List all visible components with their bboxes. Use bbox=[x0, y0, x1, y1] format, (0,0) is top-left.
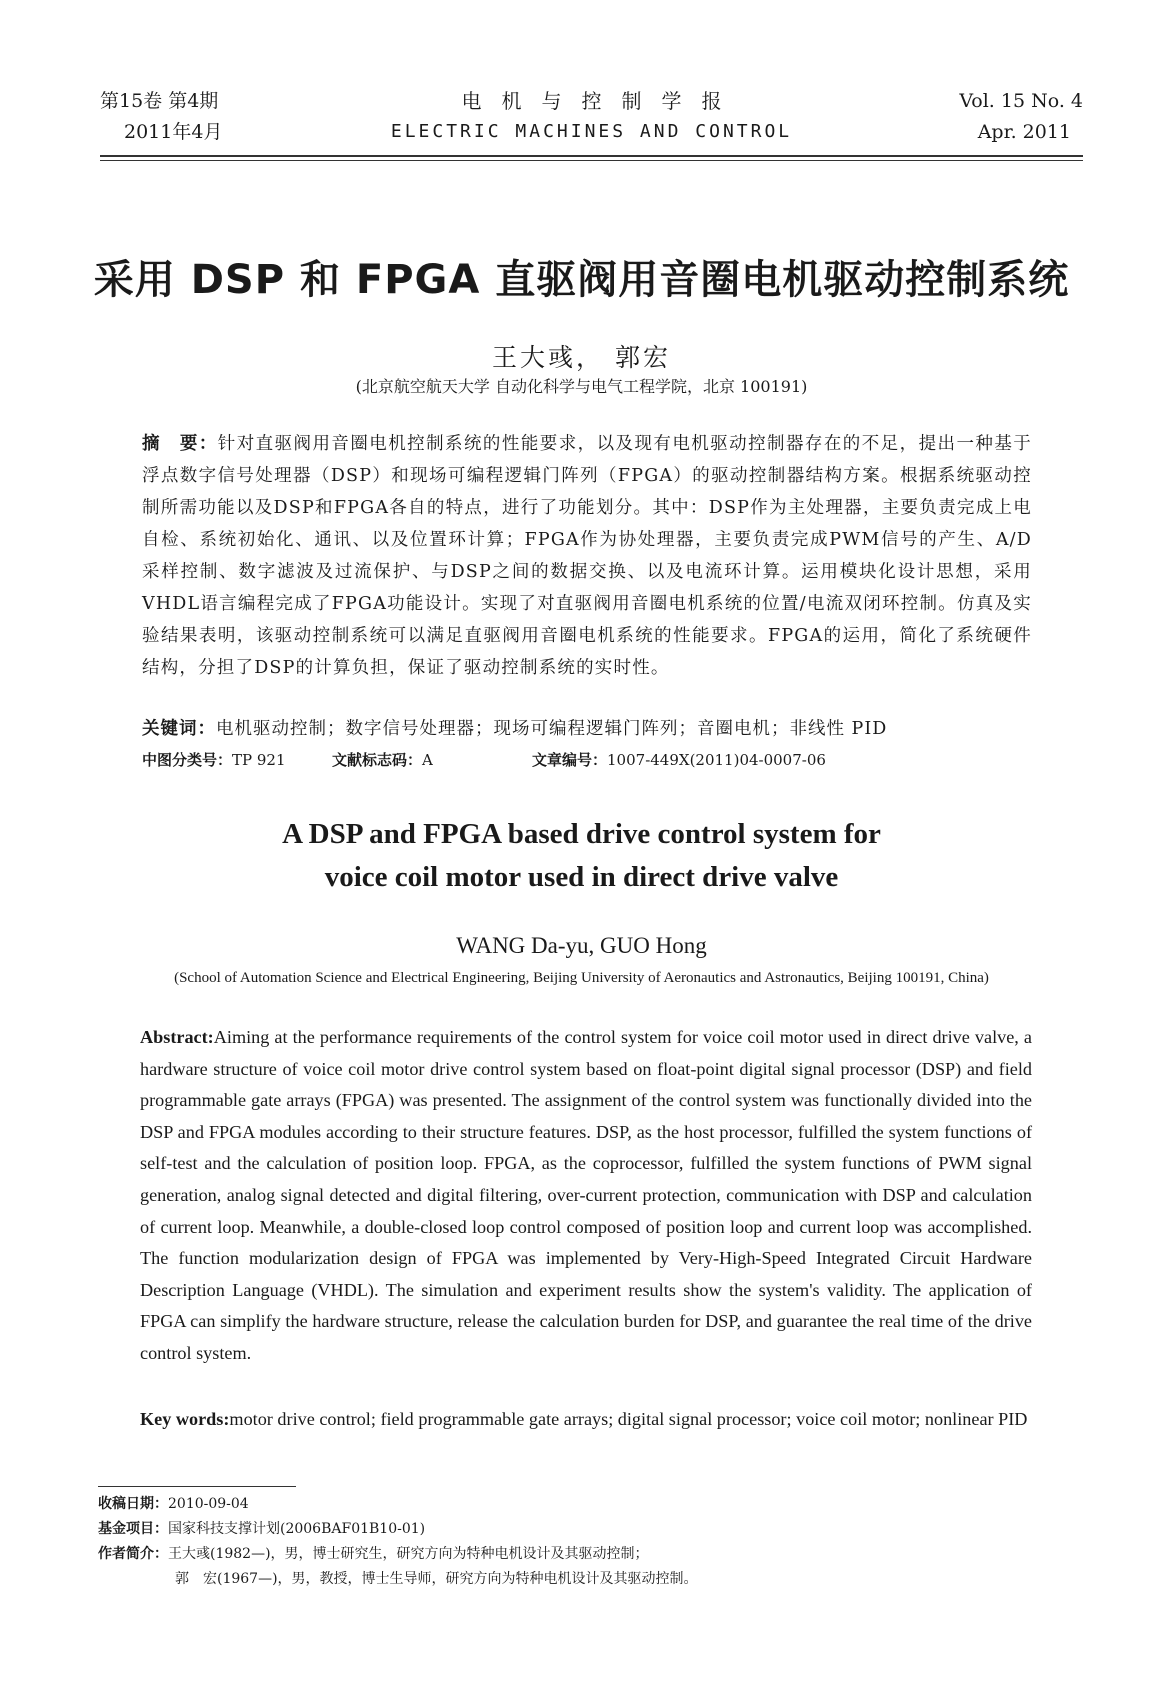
footnote-bio bbox=[98, 1542, 649, 1567]
abstract-en-label: Abstract: bbox=[140, 1027, 214, 1047]
journal-name-cn: 电机与控制学报 bbox=[461, 89, 742, 113]
keywords-cn bbox=[142, 713, 1032, 745]
abstract-en-text: Aiming at the performance requirements of the control system for voice coil motor used in direct drive valve, a hardware structure of voice coil motor drive control system based on float-point digital signal processor (DSP) and field programmable gate arrays (FPGA) was presented. The assignment of the control system was functionally divided into the DSP and FPGA modules according to their structure features. DSP, as the host processor, fulfilled the system functions of self-test and the calculation of position loop. FPGA, as the coprocessor, fulfilled the system functions of PWM signal generation, analog signal detected and digital filtering, over-current protection, communication with DSP and calculation of current loop. Meanwhile, a double-closed loop control composed of position loop and current loop was accomplished. The function modularization design of FPGA was implemented by Very-High-Speed Integrated Circuit Hardware Description Language (VHDL). The simulation and experiment results show the system's validity. The application of FPGA can simplify the hardware structure, release the calculation burden for DSP, and guarantee the real time of the drive control system. bbox=[140, 1027, 1032, 1363]
fund-label: 基金项目： bbox=[98, 1521, 168, 1537]
authors-en: WANG Da-yu, GUO Hong bbox=[456, 933, 707, 958]
paper-title-en: A DSP and FPGA based drive control system for voice coil motor used in direct drive valve bbox=[282, 818, 881, 893]
header-center bbox=[100, 86, 1083, 147]
clc-value: TP 921 bbox=[232, 751, 286, 769]
header-rule-thick bbox=[100, 155, 1083, 157]
abstract-cn bbox=[142, 428, 1032, 684]
affiliation-en: (School of Automation Science and Electrical Engineering, Beijing University of Aeronautics and Astronautics, Beijing 100191, China) bbox=[174, 970, 989, 986]
received-value: 2010-09-04 bbox=[168, 1496, 249, 1512]
received-label: 收稿日期： bbox=[98, 1496, 168, 1512]
authors-cn: 王大彧， 郭宏 bbox=[492, 343, 671, 372]
bio-author-1: 王大彧(1982—)，男，博士研究生，研究方向为特种电机设计及其驱动控制； bbox=[168, 1546, 649, 1562]
keywords-en-text: motor drive control; field programmable gate arrays; digital signal processor; voice coil motor; nonlinear PID bbox=[229, 1409, 1028, 1429]
footnote-fund bbox=[98, 1517, 425, 1542]
doc-code-label: 文献标志码： bbox=[332, 751, 423, 769]
article-number bbox=[532, 746, 826, 774]
footnote-received bbox=[98, 1492, 249, 1517]
affiliation-cn: (北京航空航天大学 自动化科学与电气工程学院，北京 100191) bbox=[355, 377, 808, 396]
paper-title-cn: 采用 DSP 和 FPGA 直驱阀用音圈电机驱动控制系统 bbox=[93, 257, 1070, 303]
abstract-en bbox=[140, 1022, 1032, 1370]
keywords-cn-label: 关键词： bbox=[142, 719, 216, 739]
document-code bbox=[332, 746, 433, 774]
journal-header bbox=[100, 86, 1083, 148]
footnote-bio-2 bbox=[175, 1567, 698, 1592]
footnote-rule bbox=[98, 1486, 296, 1487]
abstract-cn-text: 针对直驱阀用音圈电机控制系统的性能要求，以及现有电机驱动控制器存在的不足，提出一种基于浮点数字信号处理器（DSP）和现场可编程逻辑门阵列（FPGA）的驱动控制器结构方案。根据系统驱动控制所需功能以及DSP和FPGA各自的特点，进行了功能划分。其中：DSP作为主处理器，主要负责完成上电自检、系统初始化、通讯、以及位置环计算；FPGA作为协处理器，主要负责完成PWM信号的产生、A/D采样控制、数字滤波及过流保护、与DSP之间的数据交换、以及电流环计算。运用模块化设计思想，采用VHDL语言编程完成了FPGA功能设计。实现了对直驱阀用音圈电机系统的位置/电流双闭环控制。仿真及实验结果表明，该驱动控制系统可以满足直驱阀用音圈电机系统的性能要求。FPGA的运用，简化了系统硬件结构，分担了DSP的计算负担，保证了驱动控制系统的实时性。 bbox=[142, 434, 1032, 678]
article-no-value: 1007-449X(2011)04-0007-06 bbox=[607, 751, 826, 769]
header-right bbox=[959, 86, 1083, 148]
fund-value: 国家科技支撑计划(2006BAF01B10-01) bbox=[168, 1521, 426, 1537]
header-rule-thin bbox=[100, 160, 1083, 161]
doc-code-value: A bbox=[422, 751, 433, 769]
abstract-cn-label: 摘 要： bbox=[142, 434, 218, 454]
date-en: Apr. 2011 bbox=[977, 121, 1071, 143]
journal-name-en: ELECTRIC MACHINES AND CONTROL bbox=[390, 121, 793, 142]
volume-issue-en: Vol. 15 No. 4 bbox=[959, 90, 1083, 112]
article-no-label: 文章编号： bbox=[532, 751, 608, 769]
bio-label: 作者简介： bbox=[98, 1546, 168, 1562]
keywords-en bbox=[140, 1404, 1032, 1436]
bio-author-2: 郭 宏(1967—)，男，教授，博士生导师，研究方向为特种电机设计及其驱动控制。 bbox=[175, 1571, 698, 1587]
volume-issue-cn: 第15卷 第4期 bbox=[100, 90, 219, 112]
keywords-cn-text: 电机驱动控制；数字信号处理器；现场可编程逻辑门阵列；音圈电机；非线性 PID bbox=[216, 719, 888, 739]
clc-number bbox=[142, 746, 286, 774]
clc-label: 中图分类号： bbox=[142, 751, 233, 769]
keywords-en-label: Key words: bbox=[140, 1409, 230, 1429]
date-cn: 2011年4月 bbox=[124, 121, 223, 143]
